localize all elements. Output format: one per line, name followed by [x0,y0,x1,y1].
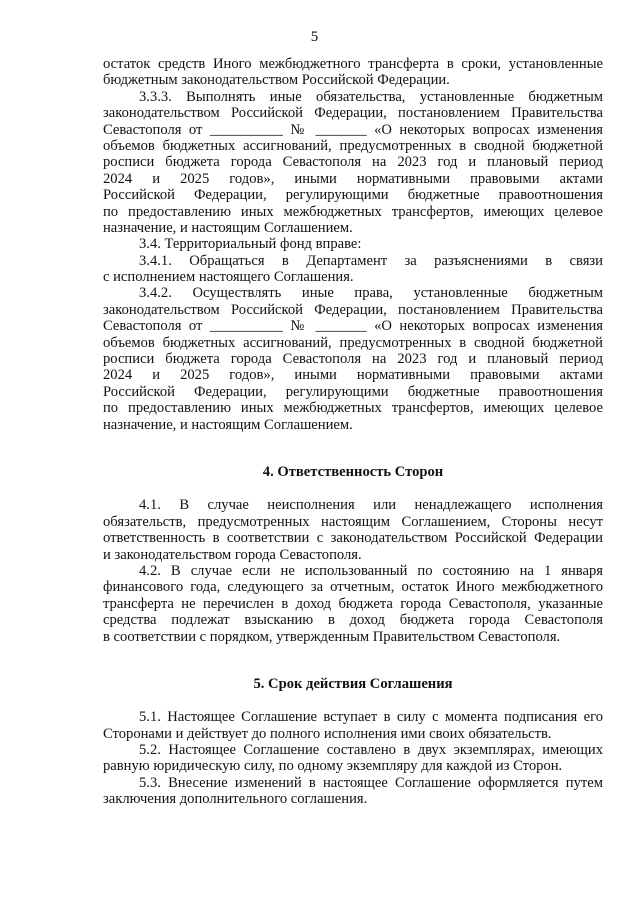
paragraph-5-3 [103,775,603,808]
paragraph-5-2 [103,742,603,775]
text-line: равную юридическую силу, по одному экземпляру для каждой из Сторон. [103,758,563,775]
page-number: 5 [310,29,319,45]
paragraph-5-1 [103,709,603,742]
text-line: Российской Федерации, регулирующими бюджетные правоотношения [103,383,603,400]
text-line: объемов бюджетных ассигнований, предусмотренных в сводной бюджетной [103,137,603,154]
text-line: трансферта не перечислен в доход бюджета города Севастополя, указанные [103,595,603,612]
paragraph-3-4-2 [103,285,603,433]
text-line: Севастополя от __________ № _______ «О некоторых вопросах изменения [103,121,603,138]
text-line: законодательством Российской Федерации, постановлением Правительства [103,301,603,318]
text-line: остаток средств Иного межбюджетного трансферта в сроки, установленные [103,56,603,72]
text-line: по предоставлению иных межбюджетных трансфертов, имеющих целевое [103,400,603,417]
paragraph-4-1 [103,497,603,563]
text-line: обязательств, предусмотренных настоящим Соглашением, Стороны несут [103,513,603,530]
text-line: средства подлежат взысканию в доход бюджета города Севастополя [103,612,603,629]
text-line: объемов бюджетных ассигнований, предусмотренных в сводной бюджетной [103,334,603,351]
paragraph-3-3-3 [103,89,603,237]
text-line: Российской Федерации, регулирующими бюджетные правоотношения [103,187,603,204]
text-line: 2024 и 2025 годов», иными нормативными правовыми актами [103,170,603,187]
paragraph-4-2 [103,563,603,645]
text-line: 4.2. В случае если не использованный по состоянию на 1 января [139,562,603,579]
text-line: 3.4. Территориальный фонд вправе: [139,236,362,253]
text-line: и законодательством города Севастополя. [103,546,362,563]
text-line: в соответствии с порядком, утвержденным Правительством Севастополя. [103,628,561,645]
text-line: ответственность в соответствии с законодательством Российской Федерации [103,530,603,547]
text-line: Севастополя от __________ № _______ «О некоторых вопросах изменения [103,318,603,335]
text-line: бюджетным законодательством Российской Федерации. [103,72,450,89]
text-line: по предоставлению иных межбюджетных трансфертов, имеющих целевое [103,203,603,220]
text-line: 3.4.1. Обращаться в Департамент за разъяснениями в связи [139,252,603,269]
document-body [103,56,603,808]
text-line: 4.1. В случае неисполнения или ненадлежащего исполнения [139,497,603,514]
text-line: 5.3. Внесение изменений в настоящее Соглашение оформляется путем [139,774,603,791]
text-line: Сторонами и действует до полного исполнения ими своих обязательств. [103,725,552,742]
paragraph-3-4-1 [103,253,603,286]
text-line: с исполнением настоящего Соглашения. [103,269,354,286]
text-line: законодательством Российской Федерации, постановлением Правительства [103,105,603,122]
text-line: 5.1. Настоящее Соглашение вступает в силу с момента подписания его [139,709,603,726]
text-line: 5.2. Настоящее Соглашение составлено в двух экземплярах, имеющих [139,742,603,759]
text-line: назначение, и настоящим Соглашением. [103,219,353,236]
text-line: росписи бюджета города Севастополя на 2023 год и плановый период [103,351,603,368]
text-line: 3.4.2. Осуществлять иные права, установленные бюджетным [139,285,603,302]
text-line: 2024 и 2025 годов», иными нормативными правовыми актами [103,367,603,384]
paragraph-continuation [103,56,603,89]
text-line: 3.3.3. Выполнять иные обязательства, установленные бюджетным [139,88,603,105]
text-line: заключения дополнительного соглашения. [103,791,368,808]
text-line: финансового года, следующего за отчетным, остаток Иного межбюджетного [103,579,603,596]
paragraph-3-4 [103,236,603,252]
section-5-heading: 5. Срок действия Соглашения [253,675,453,692]
section-4-heading: 4. Ответственность Сторон [262,463,444,480]
text-line: назначение, и настоящим Соглашением. [103,416,353,433]
text-line: росписи бюджета города Севастополя на 2023 год и плановый период [103,154,603,171]
